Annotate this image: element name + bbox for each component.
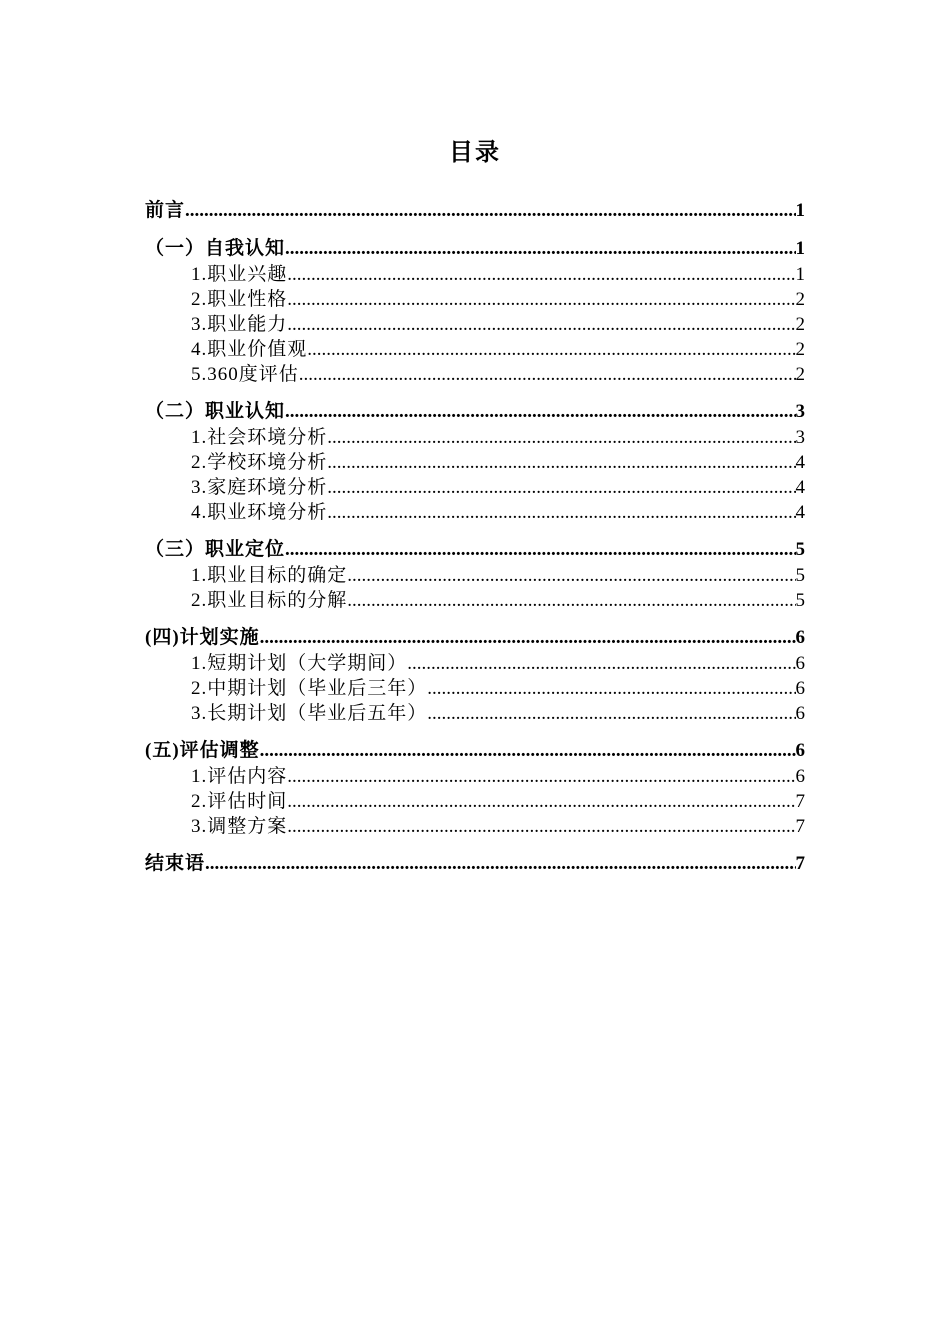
toc-dot-leader	[347, 588, 795, 613]
toc-dot-leader	[287, 789, 795, 814]
toc-section-entry[interactable]	[145, 738, 805, 764]
toc-entry-label: 前言	[145, 200, 186, 221]
toc-subsection-entry[interactable]	[145, 500, 805, 525]
toc-dot-leader	[299, 362, 796, 387]
toc-dot-leader	[327, 425, 795, 450]
toc-dot-leader	[287, 262, 795, 287]
toc-subsection-entry[interactable]	[145, 475, 805, 500]
toc-entry-label: 1.社会环境分析	[191, 427, 328, 448]
toc-entry-label: 1.职业兴趣	[191, 264, 288, 285]
toc-subsection-entry[interactable]	[145, 814, 805, 839]
toc-entry-label: 3.家庭环境分析	[191, 477, 328, 498]
toc-entry-label: 4.职业价值观	[191, 339, 308, 360]
toc-entry-label: (五)评估调整	[145, 740, 260, 761]
toc-page-number: 6	[795, 766, 805, 787]
toc-dot-leader	[407, 651, 795, 676]
toc-page-number: 6	[795, 653, 805, 674]
toc-entry-label: 1.短期计划（大学期间）	[191, 653, 408, 674]
toc-title: 目录	[449, 140, 501, 166]
toc-dot-leader	[260, 738, 796, 764]
toc-dot-leader	[427, 701, 795, 726]
toc-dot-leader	[307, 337, 795, 362]
toc-dot-leader	[285, 399, 795, 425]
toc-page-number: 5	[795, 565, 805, 586]
toc-subsection-entry[interactable]	[145, 563, 805, 588]
toc-dot-leader	[327, 450, 795, 475]
toc-entry-label: （三）职业定位	[145, 539, 286, 560]
toc-page-number: 6	[795, 627, 805, 648]
toc-page-number: 5	[795, 539, 805, 560]
toc-dot-leader	[287, 764, 795, 789]
toc-dot-leader	[347, 563, 795, 588]
toc-dot-leader	[185, 198, 795, 224]
toc-section-entry[interactable]	[145, 236, 805, 262]
toc-entry-label: 4.职业环境分析	[191, 502, 328, 523]
toc-page-number: 3	[795, 427, 805, 448]
toc-page-number: 3	[795, 401, 805, 422]
toc-dot-leader	[260, 625, 796, 651]
toc-entry-label: 2.中期计划（毕业后三年）	[191, 678, 428, 699]
toc-entry-label: 3.职业能力	[191, 314, 288, 335]
toc-page-number: 2	[795, 339, 805, 360]
toc-entry-label: 2.评估时间	[191, 791, 288, 812]
toc-entry-label: 2.职业目标的分解	[191, 590, 348, 611]
toc-page-number: 6	[795, 740, 805, 761]
toc-dot-leader	[427, 676, 795, 701]
toc-entry-label: 5.360度评估	[191, 364, 299, 385]
toc-dot-leader	[287, 312, 795, 337]
toc-section-entry[interactable]	[145, 537, 805, 563]
toc-section-entry[interactable]	[145, 625, 805, 651]
toc-entry-label: (四)计划实施	[145, 627, 260, 648]
toc-page-number: 4	[795, 502, 805, 523]
toc-page-number: 4	[795, 477, 805, 498]
toc-section-entry[interactable]	[145, 399, 805, 425]
toc-subsection-entry[interactable]	[145, 588, 805, 613]
toc-entry-label: 2.职业性格	[191, 289, 288, 310]
toc-page-number: 2	[795, 289, 805, 310]
toc-dot-leader	[287, 814, 795, 839]
toc-subsection-entry[interactable]	[145, 701, 805, 726]
toc-subsection-entry[interactable]	[145, 789, 805, 814]
toc-subsection-entry[interactable]	[145, 362, 805, 387]
table-of-contents	[145, 198, 805, 877]
toc-subsection-entry[interactable]	[145, 287, 805, 312]
toc-dot-leader	[327, 475, 795, 500]
toc-dot-leader	[287, 287, 795, 312]
toc-entry-label: （一）自我认知	[145, 238, 286, 259]
toc-page-number: 7	[795, 816, 805, 837]
toc-page-number: 7	[795, 791, 805, 812]
toc-page-number: 1	[795, 238, 805, 259]
toc-subsection-entry[interactable]	[145, 450, 805, 475]
toc-page-number: 4	[795, 452, 805, 473]
toc-entry-label: （二）职业认知	[145, 401, 286, 422]
toc-entry-label: 1.职业目标的确定	[191, 565, 348, 586]
toc-subsection-entry[interactable]	[145, 262, 805, 287]
toc-entry-label: 3.长期计划（毕业后五年）	[191, 703, 428, 724]
toc-page-number: 6	[795, 678, 805, 699]
toc-page-number: 1	[795, 200, 805, 221]
toc-subsection-entry[interactable]	[145, 312, 805, 337]
toc-page-number: 1	[795, 264, 805, 285]
toc-page-number: 2	[795, 314, 805, 335]
toc-dot-leader	[285, 236, 795, 262]
toc-dot-leader	[205, 851, 795, 877]
toc-entry-label: 3.调整方案	[191, 816, 288, 837]
toc-page-number: 5	[795, 590, 805, 611]
toc-section-entry[interactable]	[145, 198, 805, 224]
toc-page-number: 2	[795, 364, 805, 385]
toc-subsection-entry[interactable]	[145, 425, 805, 450]
toc-subsection-entry[interactable]	[145, 337, 805, 362]
toc-entry-label: 结束语	[145, 853, 206, 874]
toc-subsection-entry[interactable]	[145, 651, 805, 676]
toc-subsection-entry[interactable]	[145, 676, 805, 701]
toc-entry-label: 2.学校环境分析	[191, 452, 328, 473]
toc-page-number: 7	[795, 853, 805, 874]
toc-dot-leader	[327, 500, 795, 525]
toc-subsection-entry[interactable]	[145, 764, 805, 789]
toc-page-number: 6	[795, 703, 805, 724]
toc-entry-label: 1.评估内容	[191, 766, 288, 787]
toc-section-entry[interactable]	[145, 851, 805, 877]
toc-dot-leader	[285, 537, 795, 563]
